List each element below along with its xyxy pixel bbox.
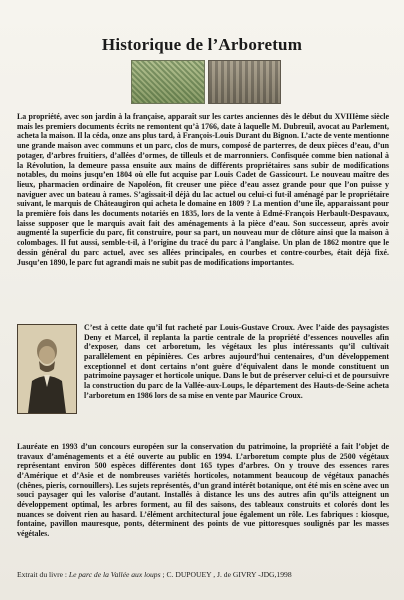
portrait-photo xyxy=(17,324,77,414)
garden-photo xyxy=(131,60,205,104)
history-paragraph-3: Lauréate en 1993 d’un concours européen sur la conservation du patrimoine, la propriété a fait l’objet de travaux d’aménagements et a été ouverte au public en 1994. L’arboretum compte plus de 2500 végétaux représentant environ 500 espèces différentes dont 165 types d’arbres. On y trouve des essences rares d’Amérique et d’Asie et de nombreuses variétés horticoles, notamment beaucoup de végétaux panachés (chênes, pieris, cornouillers). Les sujets représentés, d’un grand intérêt botanique, ont été mis en scène avec un souci paysager qui les valorise d’autant. Installés à distance les uns des autres afin qu’ils atteignent un développement optimal, les arbres forment, au fil des saisons, des tableaux construits et colorés dont les nuances se doivent rien au hasard. L’élément architectural joue également un rôle. Les fabriques : kiosque, fontaine, pavillon mauresque, ponts, déterminent des points de vue pittoresques soulignés par les masses végétales. xyxy=(17,442,389,538)
page-title: Historique de l’Arboretum xyxy=(101,35,303,54)
source-prefix: Extrait du livre : xyxy=(17,570,69,579)
source-book-title: Le parc de la Vallée aux loups xyxy=(68,570,161,579)
house-photo xyxy=(208,60,282,104)
history-paragraph-1: La propriété, avec son jardin à la française, apparaît sur les cartes anciennes dès le début du XVIIIème siècle mais les premiers documents écrits ne remontent qu’à 1766, date à laquelle M. Dubreuil, avocat au Parlement, acheta la maison. Il la céda, onze ans plus tard, à François-Louis Durant du Bignon. L’acte de vente mentionne une grande maison avec communs et un parc, clos de murs, composé de parterres, de deux pièces d’eau, d’un potager, d’arbres fruitiers, d’allées d’ormes, de tilleuls et de marronniers. Confisquée comme bien national à la Révolution, la demeure passa ensuite aux mains de différents propriétaires sans subir de modifications notables, du moins jusqu’en 1804 où elle fut acquise par Louis Cadet de Gassicourt. Le nouveau maître des lieux, pharmacien ordinaire de Napoléon, fit creuser une pièce d’eau assez grande pour que l’on puisse y naviguer avec un bateau à rames. S’agissait-il déjà du lac actuel ou celui-ci fut-il aménagé par le propriétaire suivant, le marquis de Châteaugiron qui acheta le domaine en 1809 ? La mention d’une île, apparaissant pour la première fois dans les documents notariés en 1835, lors de la vente à Edmé-François Herbault-Despavaux, laisse supposer que le marquis avait fait des aménagements à la pièce d’eau. Son successeur, après avoir augmenté la superficie du parc, fit construire, pour sa part, un nouveau mur de clôture ainsi que la maison à colombages. Il fut aussi, semble-t-il, à l’origine du tracé du parc à l’anglaise. Un plan de 1862 montre que le dessin général du parc actuel, avec ses allées principales, en courbes et contre-courbes, était déjà fixé. Jusqu’en 1890, le parc fut agrandi mais ne subit pas de modifications importantes. xyxy=(17,112,389,267)
header-photo-strip xyxy=(131,60,281,102)
history-paragraph-2: C’est à cette date qu’il fut racheté par Louis-Gustave Croux. Avec l’aide des paysagistes Deny et Marcel, il replanta la partie centrale de la propriété d’essences nouvelles afin d’exposer, dans cet arboretum, les végétaux les plus intéressants qu’il cultivait parallèlement en pépinières. Ces arbres aujourd’hui centenaires, d’un développement exceptionnel et dont certains n’ont guère d’équivalent dans le monde constituent un patrimoine paysager et horticole unique. Dans le but de préserver celui-ci et de poursuivre la construction du parc de la Vallée-aux-Loups, le département des Hauts-de-Seine acheta l’arboretum en 1986 lors de sa mise en vente par Maurice Croux. xyxy=(84,323,389,400)
source-citation xyxy=(17,570,389,580)
source-authors: ; C. DUPOUEY , J. de GIVRY -JDG,1998 xyxy=(160,570,292,579)
